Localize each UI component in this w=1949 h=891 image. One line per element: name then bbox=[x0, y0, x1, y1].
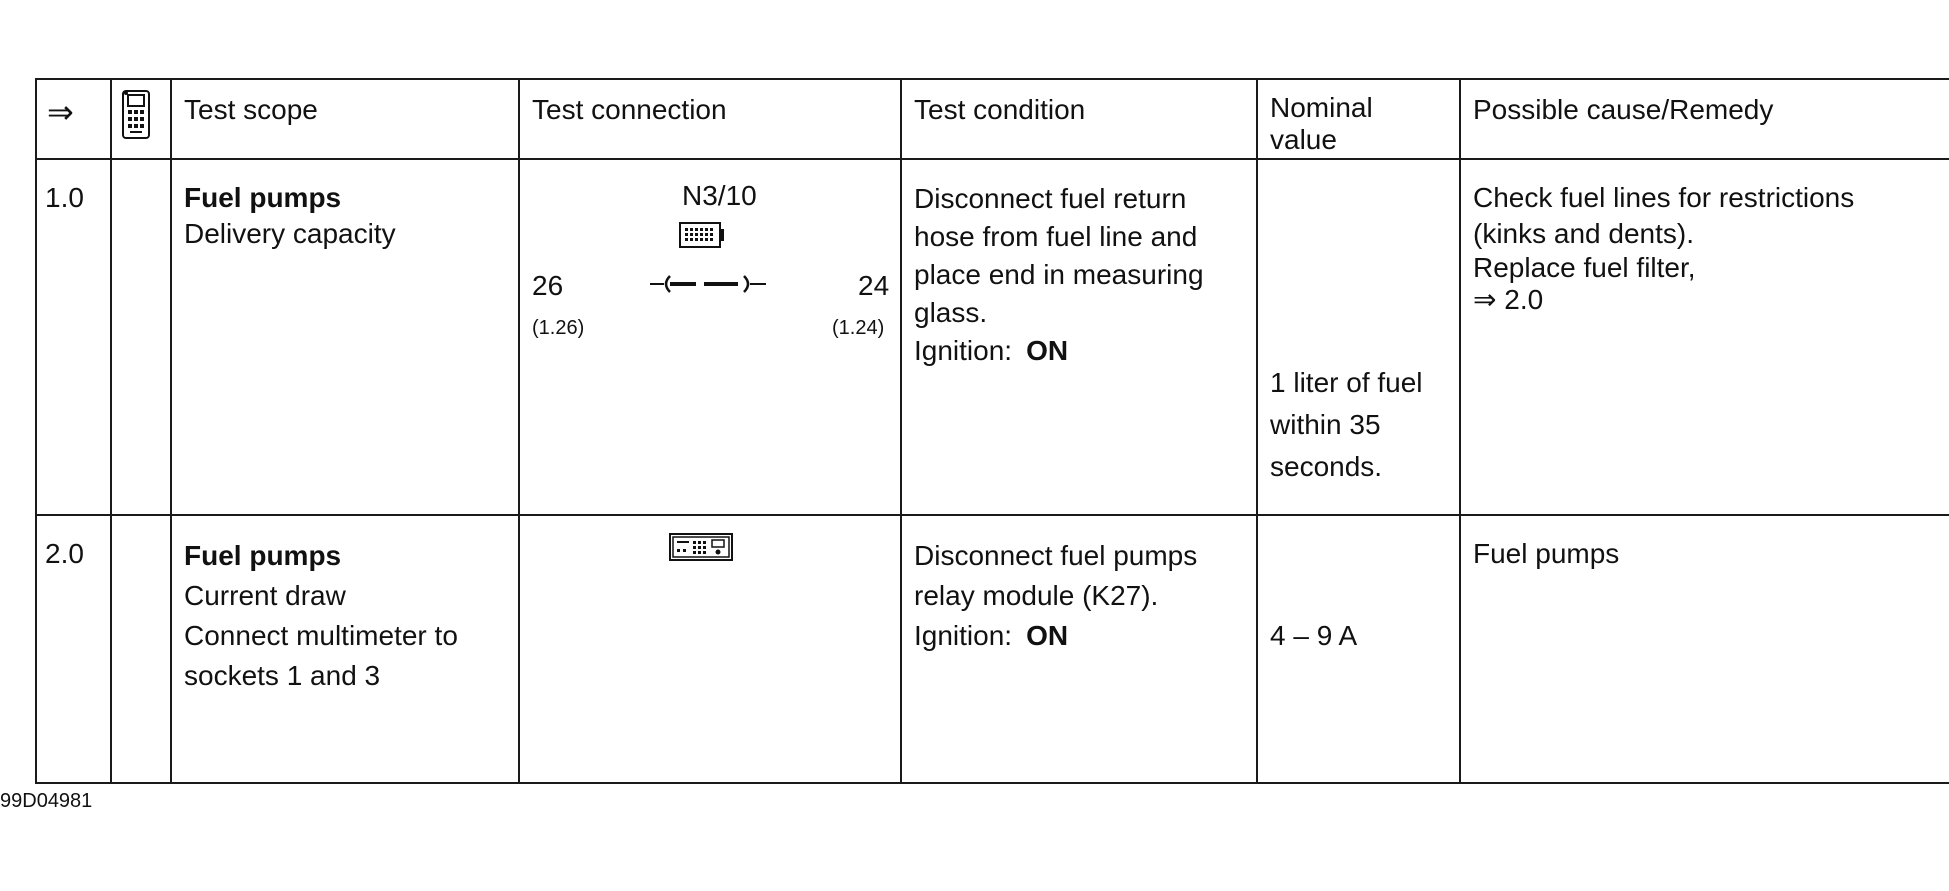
pin-right: 24 bbox=[858, 270, 890, 301]
row-connection bbox=[519, 515, 901, 783]
condition-line: hose from fuel line and bbox=[914, 221, 1198, 252]
scope-line: Delivery capacity bbox=[184, 218, 396, 249]
row-condition bbox=[901, 159, 1257, 515]
ignition-value: ON bbox=[1026, 620, 1069, 651]
scope-title: Fuel pumps bbox=[184, 540, 342, 571]
nominal-value bbox=[1270, 362, 1423, 488]
ignition-label: Ignition: bbox=[914, 620, 1013, 651]
pin-left: 26 bbox=[532, 270, 564, 301]
header-row bbox=[36, 79, 1949, 159]
nominal-line: within 35 bbox=[1270, 409, 1381, 440]
arrow-icon: ⇒ bbox=[47, 94, 74, 130]
row-nominal bbox=[1257, 159, 1460, 515]
pin-left-sub: (1.26) bbox=[532, 317, 585, 339]
document-code: 99D04981 bbox=[0, 790, 93, 812]
multimeter-icon bbox=[668, 532, 734, 562]
condition-line: relay module (K27). bbox=[914, 580, 1159, 611]
nominal-value bbox=[1270, 618, 1357, 654]
nominal-line: 4 – 9 A bbox=[1270, 620, 1358, 651]
row-scope bbox=[171, 515, 519, 783]
ignition-value: ON bbox=[1026, 335, 1069, 366]
ignition-line bbox=[914, 616, 1246, 656]
remedy-line: Fuel pumps bbox=[1473, 538, 1620, 569]
nominal-line: seconds. bbox=[1270, 451, 1383, 482]
ignition-label: Ignition: bbox=[914, 335, 1013, 366]
row-number: 1.0 bbox=[36, 159, 111, 515]
header-arrow bbox=[36, 79, 111, 159]
remedy-line: (kinks and dents). bbox=[1473, 218, 1694, 249]
scope-title: Fuel pumps bbox=[184, 182, 342, 213]
header-nominal-value bbox=[1257, 79, 1460, 159]
nominal-header-line2: value bbox=[1270, 124, 1337, 155]
jumper-wire-icon bbox=[650, 274, 766, 294]
row-condition bbox=[901, 515, 1257, 783]
header-test-condition: Test condition bbox=[901, 79, 1257, 159]
remedy-line: Replace fuel filter, bbox=[1473, 252, 1696, 283]
row-tester-cell bbox=[111, 515, 171, 783]
remedy-line: Check fuel lines for restrictions bbox=[1473, 182, 1855, 213]
row-nominal bbox=[1257, 515, 1460, 783]
condition-line: glass. bbox=[914, 297, 988, 328]
condition-line: place end in measuring bbox=[914, 259, 1204, 290]
remedy-link[interactable]: ⇒ 2.0 bbox=[1473, 284, 1544, 315]
table-row bbox=[36, 515, 1949, 783]
row-scope bbox=[171, 159, 519, 515]
header-possible-cause: Possible cause/Remedy bbox=[1460, 79, 1949, 159]
scope-line: Current draw bbox=[184, 580, 346, 611]
row-number: 2.0 bbox=[36, 515, 111, 783]
nominal-line: 1 liter of fuel bbox=[1270, 367, 1423, 398]
row-tester-cell bbox=[111, 159, 171, 515]
header-test-connection: Test connection bbox=[519, 79, 901, 159]
table-row bbox=[36, 159, 1949, 515]
row-remedy bbox=[1460, 159, 1949, 515]
test-table bbox=[35, 78, 1949, 784]
pin-right-sub: (1.24) bbox=[832, 317, 885, 339]
control-module-icon bbox=[678, 220, 726, 250]
row-remedy bbox=[1460, 515, 1949, 783]
condition-line: Disconnect fuel pumps bbox=[914, 540, 1198, 571]
ignition-line bbox=[914, 332, 1246, 370]
handheld-tester-icon bbox=[120, 90, 152, 140]
scope-line: sockets 1 and 3 bbox=[184, 660, 381, 691]
header-tester bbox=[111, 79, 171, 159]
condition-line: Disconnect fuel return bbox=[914, 183, 1187, 214]
nominal-header-line1: Nominal bbox=[1270, 92, 1373, 123]
row-connection bbox=[519, 159, 901, 515]
header-test-scope: Test scope bbox=[171, 79, 519, 159]
module-label: N3/10 bbox=[682, 180, 757, 211]
scope-line: Connect multimeter to bbox=[184, 620, 458, 651]
